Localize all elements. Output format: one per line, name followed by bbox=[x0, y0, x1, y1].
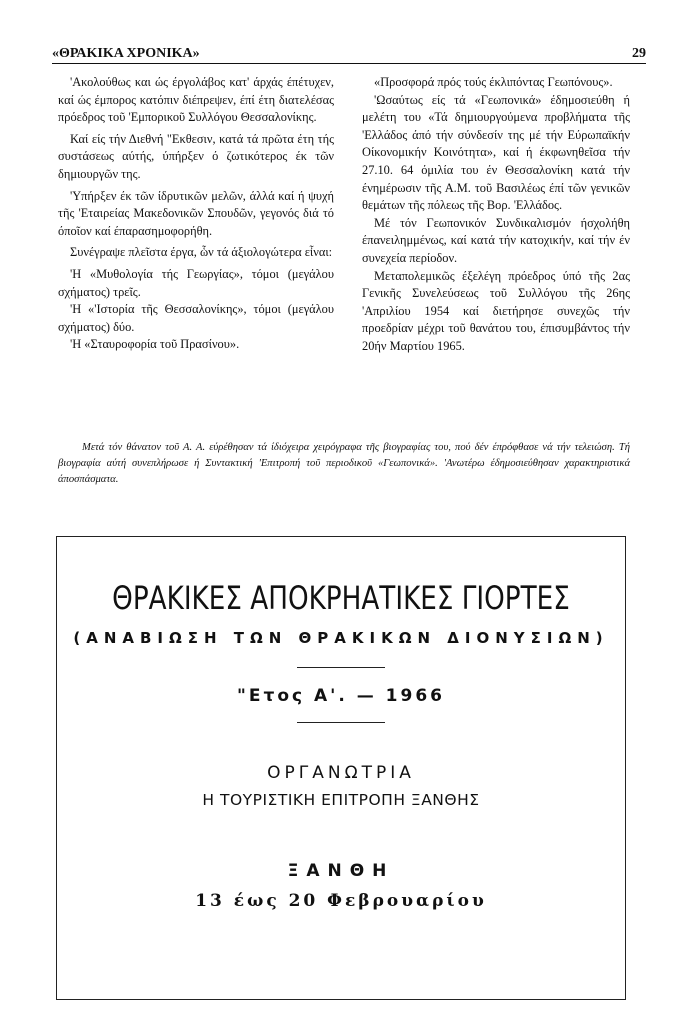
work-item: 'Η «'Ιστορία τῆς Θεσσαλονίκης», τόμοι (μεγάλου σχήματος) δύο. bbox=[58, 302, 334, 334]
work-item: 'Η «Σταυροφορία τοῦ Πρασίνου». bbox=[70, 337, 240, 352]
ad-title: ΘΡΑΚΙΚΕΣ ΑΠΟΚΡΗΑΤΙΚΕΣ ΓΙΟΡΤΕΣ bbox=[112, 579, 570, 617]
work-item: 'Η «Μυθολογία τής Γεωργίας», τόμοι (μεγάλου σχήματος) τρεῖς. bbox=[58, 266, 334, 299]
paragraph: Καί είς τήν Διεθνή "Εκθεσιν, κατά τά πρῶτα έτη τής συστάσεως αύτής, ύπήρξεν ό ζωτικότερος έκ τῶν δημιουργῶν της. bbox=[58, 131, 334, 181]
ad-year: "Ετος Α'. — 1966 bbox=[237, 686, 445, 706]
paragraph: Μεταπολεμικῶς έξελέγη πρόεδρος ύπό τῆς 2ας Γενικῆς Συνελεύσεως τοῦ Συλλόγου τῆς 26ης 'Απριλίου 1954 καί διετήρησε συνεχῶς τήν προεδρίαν μέχρι τοῦ θανάτου του, έπισυμβάντος τήν 20ήν Μαρτίου 1965. bbox=[362, 268, 630, 353]
ad-subtitle: (ΑΝΑΒΙΩΣΗ ΤΩΝ ΘΡΑΚΙΚΩΝ ΔΙΟΝΥΣΙΩΝ) bbox=[73, 629, 609, 647]
ad-dates: 13 έως 20 Φεβρουαρίου bbox=[195, 891, 487, 911]
paragraph: 'Ακολούθως και ώς έργολάβος κατ' άρχάς έπέτυχεν, καί ώς έμπορος κατόπιν διέπρεψεν, έπί έτη διατελέσας πρόεδρος τοῦ 'Εμπορικοῦ Συλλόγου Θεσσαλονίκης. bbox=[58, 75, 334, 125]
page-header bbox=[52, 40, 646, 62]
footnote: Μετά τόν θάνατον τοῦ Α. Α. εύρέθησαν τά ίδιόχειρα χειρόγραφα τῆς βιογραφίας του, πού δέν έπρόφθασε νά τήν τελειώση. Τή βιογραφία αύτή συνεπλήρωσε ή Συντακτική 'Επιτροπή τοῦ περιοδικοῦ «Γεωπονικά». 'Ανωτέρω έδημοσιεύθησαν χαρακτηριστικά άποσπάσματα. bbox=[58, 442, 630, 485]
paragraph: Μέ τόν Γεωπονικόν Συνδικαλισμόν ήσχολήθη έπανειλημμένως, καί κατά τήν κατοχικήν, καί τήν έν συνεχεία περίοδον. bbox=[362, 215, 630, 265]
festival-advertisement bbox=[56, 536, 626, 1000]
paragraph: 'Ωσαύτως είς τά «Γεωπονικά» έδημοσιεύθη ή μελέτη του «Τά δημιουργούμενα προβλήματα τῆς 'Ελλάδος άπό τήν σύνδεσίν της μέ τήν Εύρωπαϊκήν Οίκονομικήν Κοινότητα», καί ή έκφωνηθεῖσα τήν 27.10. 64 όμιλία του έν Θεσσαλονίκη κατά τήν ένημέρωσιν τῆς Α.Μ. τοῦ Βασιλέως έπί τῶν γενικῶν θεμάτων τῆς πόλεως τῆς Βορ. 'Ελλάδος. bbox=[362, 92, 630, 213]
ad-organizer: Η ΤΟΥΡΙΣΤΙΚΗ ΕΠΙΤΡΟΠΗ ΞΑΝΘΗΣ bbox=[202, 791, 480, 809]
paragraph: 'Υπήρξεν έκ τῶν ίδρυτικῶν μελῶν, άλλά καί ή ψυχή τῆς 'Εταιρείας Μακεδονικῶν Σπουδῶν, γεγονός διά τό όποῖον καί έπαρασημοφορήθη. bbox=[58, 188, 334, 238]
header-divider bbox=[52, 63, 646, 64]
ad-city: ΞΑΝΘΗ bbox=[287, 861, 395, 881]
paragraph: Συνέγραψε πλεῖστα έργα, ὧν τά άξιολογώτερα εἶναι: bbox=[70, 245, 333, 260]
right-text-column bbox=[362, 74, 630, 356]
ad-organizer-label: ΟΡΓΑΝΩΤΡΙΑ bbox=[267, 763, 415, 783]
running-title: «ΘΡΑΚΙΚΑ ΧΡΟΝΙΚΑ» bbox=[52, 46, 200, 61]
ad-divider bbox=[297, 722, 385, 723]
page-number: 29 bbox=[632, 46, 646, 61]
left-text-column bbox=[58, 74, 334, 354]
paragraph: «Προσφορά πρός τούς έκλιπόντας Γεωπόνους». bbox=[374, 75, 613, 89]
ad-divider bbox=[297, 667, 385, 668]
